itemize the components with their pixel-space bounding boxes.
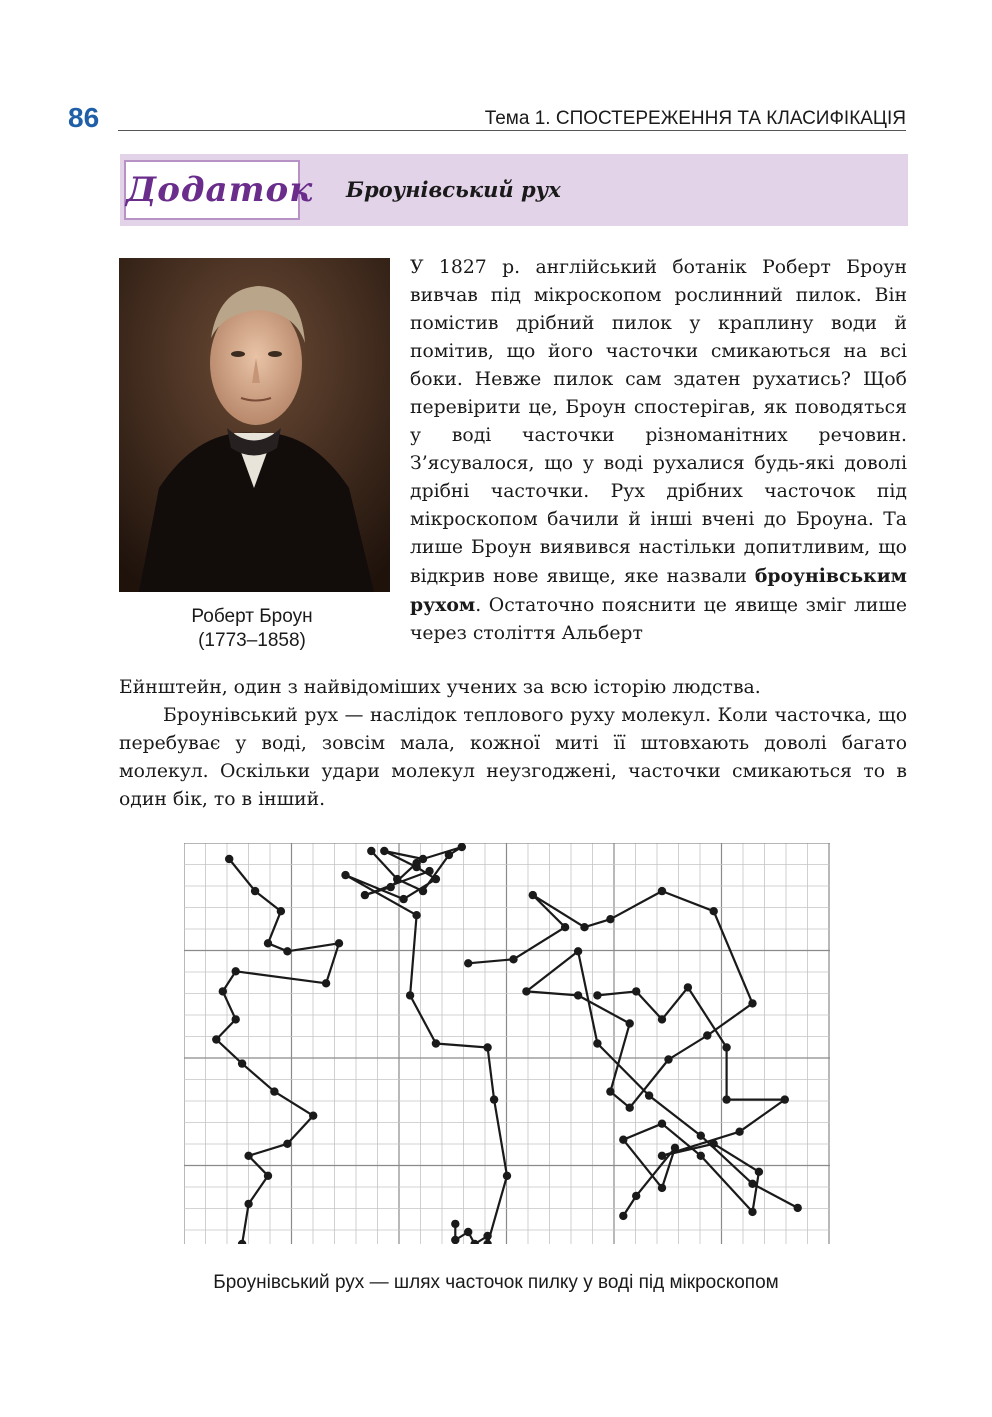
particle-position-dot	[574, 991, 582, 999]
particle-position-dot	[626, 1104, 634, 1112]
particle-position-dot	[412, 859, 420, 867]
particle-position-dot	[490, 1095, 498, 1103]
particle-position-dot	[671, 1144, 679, 1152]
particle-position-dot	[606, 1087, 614, 1095]
particle-position-dot	[645, 1091, 653, 1099]
portrait-years: (1773–1858)	[198, 630, 306, 651]
particle-position-dot	[322, 979, 330, 987]
particle-position-dot	[503, 1172, 511, 1180]
appendix-badge-label: Додаток	[126, 170, 314, 210]
particle-position-dot	[238, 1059, 246, 1067]
header-rule	[118, 130, 906, 131]
particle-position-dot	[710, 1140, 718, 1148]
particle-position-dot	[244, 1200, 252, 1208]
particle-position-dot	[238, 1240, 246, 1244]
particle-position-dot	[483, 1232, 491, 1240]
page-number: 86	[68, 102, 100, 133]
particle-position-dot	[755, 1168, 763, 1176]
paragraph-intro-tail: Ейнштейн, один з найвідоміших учених за всю історію людства.	[119, 677, 761, 698]
particle-position-dot	[399, 895, 407, 903]
particle-position-dot	[412, 911, 420, 919]
particle-position-dot	[664, 1055, 672, 1063]
particle-position-dot	[451, 1220, 459, 1228]
paragraph-explanation: Броунівський рух — наслідок теплового руху молекул. Коли часточка, що перебуває у воді, зовсім мала, кожної миті її штовхають доволі багато молекул. Оскільки удари молекул неузгоджені, часточки смикаються то в один бік, то в інший.	[119, 705, 907, 810]
particle-position-dot	[658, 887, 666, 895]
particle-position-dot	[380, 847, 388, 855]
particle-position-dot	[445, 851, 453, 859]
section-banner	[120, 154, 908, 226]
particle-position-dot	[632, 1192, 640, 1200]
particle-position-dot	[464, 1228, 472, 1236]
particle-position-dot	[225, 855, 233, 863]
particle-position-dot	[619, 1212, 627, 1220]
particle-position-dot	[464, 959, 472, 967]
portrait-image	[119, 258, 390, 592]
portrait-name: Роберт Броун	[191, 606, 313, 627]
particle-position-dot	[703, 1031, 711, 1039]
particle-position-dot	[361, 891, 369, 899]
particle-position-dot	[251, 887, 259, 895]
particle-position-dot	[483, 1043, 491, 1051]
particle-position-dot	[735, 1128, 743, 1136]
particle-position-dot	[658, 1015, 666, 1023]
particle-position-dot	[219, 987, 227, 995]
particle-position-dot	[626, 1019, 634, 1027]
particle-position-dot	[684, 983, 692, 991]
particle-position-dot	[632, 987, 640, 995]
particle-position-dot	[658, 1120, 666, 1128]
brownian-motion-figure	[184, 843, 830, 1244]
particle-position-dot	[419, 887, 427, 895]
particle-position-dot	[232, 967, 240, 975]
particle-position-dot	[283, 1140, 291, 1148]
particle-position-dot	[451, 1236, 459, 1244]
particle-path-1	[216, 859, 339, 1244]
particle-position-dot	[748, 999, 756, 1007]
particle-position-dot	[781, 1095, 789, 1103]
particle-position-dot	[270, 1087, 278, 1095]
particle-position-dot	[432, 875, 440, 883]
particle-position-dot	[522, 987, 530, 995]
particle-position-dot	[277, 907, 285, 915]
particle-position-dot	[425, 867, 433, 875]
particle-position-dot	[697, 1132, 705, 1140]
particle-path-2	[346, 847, 508, 1244]
particle-position-dot	[619, 1136, 627, 1144]
particle-position-dot	[606, 915, 614, 923]
particle-position-dot	[722, 1043, 730, 1051]
particle-position-dot	[580, 923, 588, 931]
particle-position-dot	[593, 991, 601, 999]
particle-position-dot	[283, 947, 291, 955]
particle-position-dot	[264, 939, 272, 947]
particle-position-dot	[341, 871, 349, 879]
particle-position-dot	[232, 1015, 240, 1023]
particle-position-dot	[574, 947, 582, 955]
particle-position-dot	[561, 923, 569, 931]
particle-position-dot	[593, 1039, 601, 1047]
particle-position-dot	[529, 891, 537, 899]
particle-position-dot	[710, 907, 718, 915]
particle-position-dot	[458, 843, 466, 851]
figure-caption: Броунівський рух — шлях часточок пилку у воді під мікроскопом	[213, 1272, 779, 1293]
particle-position-dot	[335, 939, 343, 947]
particle-position-dot	[432, 1039, 440, 1047]
particle-position-dot	[748, 1208, 756, 1216]
brownian-paths-diagram	[184, 843, 830, 1244]
paragraph-intro	[410, 254, 907, 648]
particle-position-dot	[244, 1152, 252, 1160]
particle-position-dot	[658, 1152, 666, 1160]
appendix-badge	[124, 160, 314, 220]
particle-position-dot	[697, 1152, 705, 1160]
particle-position-dot	[212, 1035, 220, 1043]
particle-position-dot	[722, 1095, 730, 1103]
particle-position-dot	[264, 1172, 272, 1180]
running-title: Тема 1. СПОСТЕРЕЖЕННЯ ТА КЛАСИФІКАЦІЯ	[484, 108, 906, 129]
paragraph-intro-text: У 1827 р. англійський ботанік Роберт Броун вивчав під мікроскопом рослинний пилок. Він помістив дрібний пилок у краплину води й помітив, що його часточки смикаються на всі боки. Невже пилок сам здатен рухатись? Щоб перевірити це, Броун спостерігав, як поводяться у воді часточки різноманітних речовин. З’ясувалося, що у воді рухалися будь-які доволі дрібні часточки. Рух дрібних часточок під мікроскопом бачили й інші вчені до Броуна. Та лише Броун виявився настільки допитливим, що відкрив нове явище, яке назвали	[410, 257, 907, 587]
particle-position-dot	[794, 1204, 802, 1212]
particle-position-dot	[509, 955, 517, 963]
section-title: Броунівський рух	[346, 177, 561, 202]
particle-position-dot	[309, 1112, 317, 1120]
particle-position-dot	[367, 847, 375, 855]
paragraph-intro-after: . Остаточно пояснити це явище зміг лише через століття Альберт	[410, 595, 907, 644]
particle-position-dot	[406, 991, 414, 999]
particle-position-dot	[658, 1184, 666, 1192]
term-brownian-motion: броунівським рухом	[410, 565, 907, 616]
particle-position-dot	[387, 883, 395, 891]
portrait-caption	[119, 605, 385, 653]
particle-path-3	[468, 891, 798, 1208]
